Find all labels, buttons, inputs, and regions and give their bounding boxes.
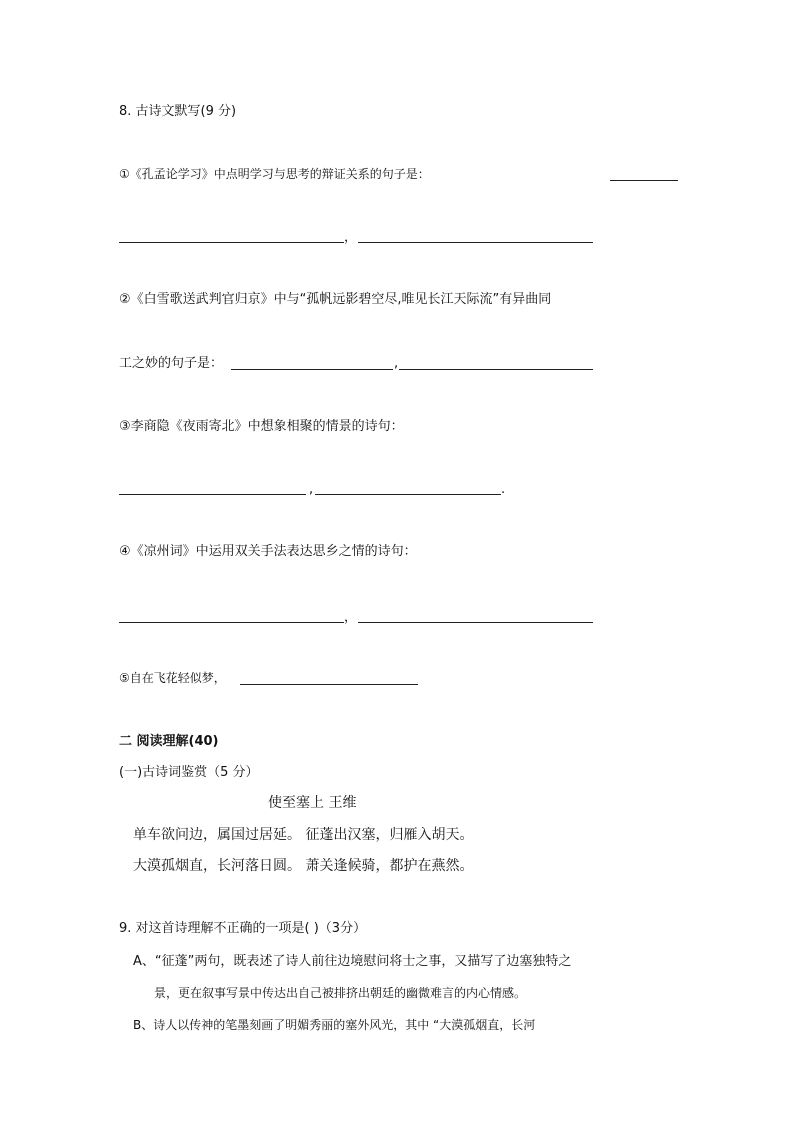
answer-blank[interactable] [119,242,344,243]
answer-blank[interactable] [610,180,678,181]
answer-blank[interactable] [358,622,593,623]
poem-title: 使至塞上 王维 [268,795,357,811]
q8-item-2-cont: 工之妙的句子是： [119,356,224,371]
comma: , [394,356,399,371]
q9-option-a-cont: 景，更在叙事写景中传达出自己被排挤出朝廷的幽微难言的内心情感。 [154,986,527,1000]
answer-blank[interactable] [358,242,593,243]
q8-item-4: ④《凉州词》中运用双关手法表达思乡之情的诗句： [119,544,417,559]
q8-item-1: ①《孔孟论学习》中点明学习与思考的辩证关系的句子是： [119,167,430,181]
q8-item-5: ⑤自在飞花轻似梦， [119,671,226,685]
q8-item-3: ③李商隐《夜雨寄北》中想象相聚的情景的诗句： [119,419,404,434]
section-title: 二 阅读理解(40) [119,734,219,749]
answer-blank[interactable] [231,369,393,370]
answer-blank[interactable] [315,494,501,495]
poem-line-1: 单车欲问边，属国过居延。 征蓬出汉塞，归雁入胡天。 [133,827,474,843]
q9-stem: 9. 对这首诗理解不正确的一项是( )（3分） [119,921,367,936]
comma: ， [344,610,358,625]
q8-item-2: ②《白雪歌送武判官归京》中与“孤帆远影碧空尽,唯见长江天际流”有异曲同 [119,292,552,307]
period: . [501,482,506,497]
comma: , [309,482,314,497]
subsection-title: (一)古诗词鉴赏（5 分） [119,765,259,780]
q9-option-b: B、诗人以传神的笔墨刻画了明媚秀丽的塞外风光，其中 “大漠孤烟直，长河 [133,1018,536,1032]
answer-blank[interactable] [119,494,306,495]
q9-option-a: A、“征蓬”两句，既表述了诗人前往边境慰问将士之事，又描写了边塞独特之 [133,954,572,969]
answer-blank[interactable] [240,684,418,685]
q8-heading: 8. 古诗文默写(9 分) [119,104,237,119]
answer-blank[interactable] [399,369,593,370]
poem-line-2: 大漠孤烟直，长河落日圆。 萧关逢候骑，都护在燕然。 [133,858,474,874]
answer-blank[interactable] [119,622,344,623]
comma: ， [344,230,358,245]
